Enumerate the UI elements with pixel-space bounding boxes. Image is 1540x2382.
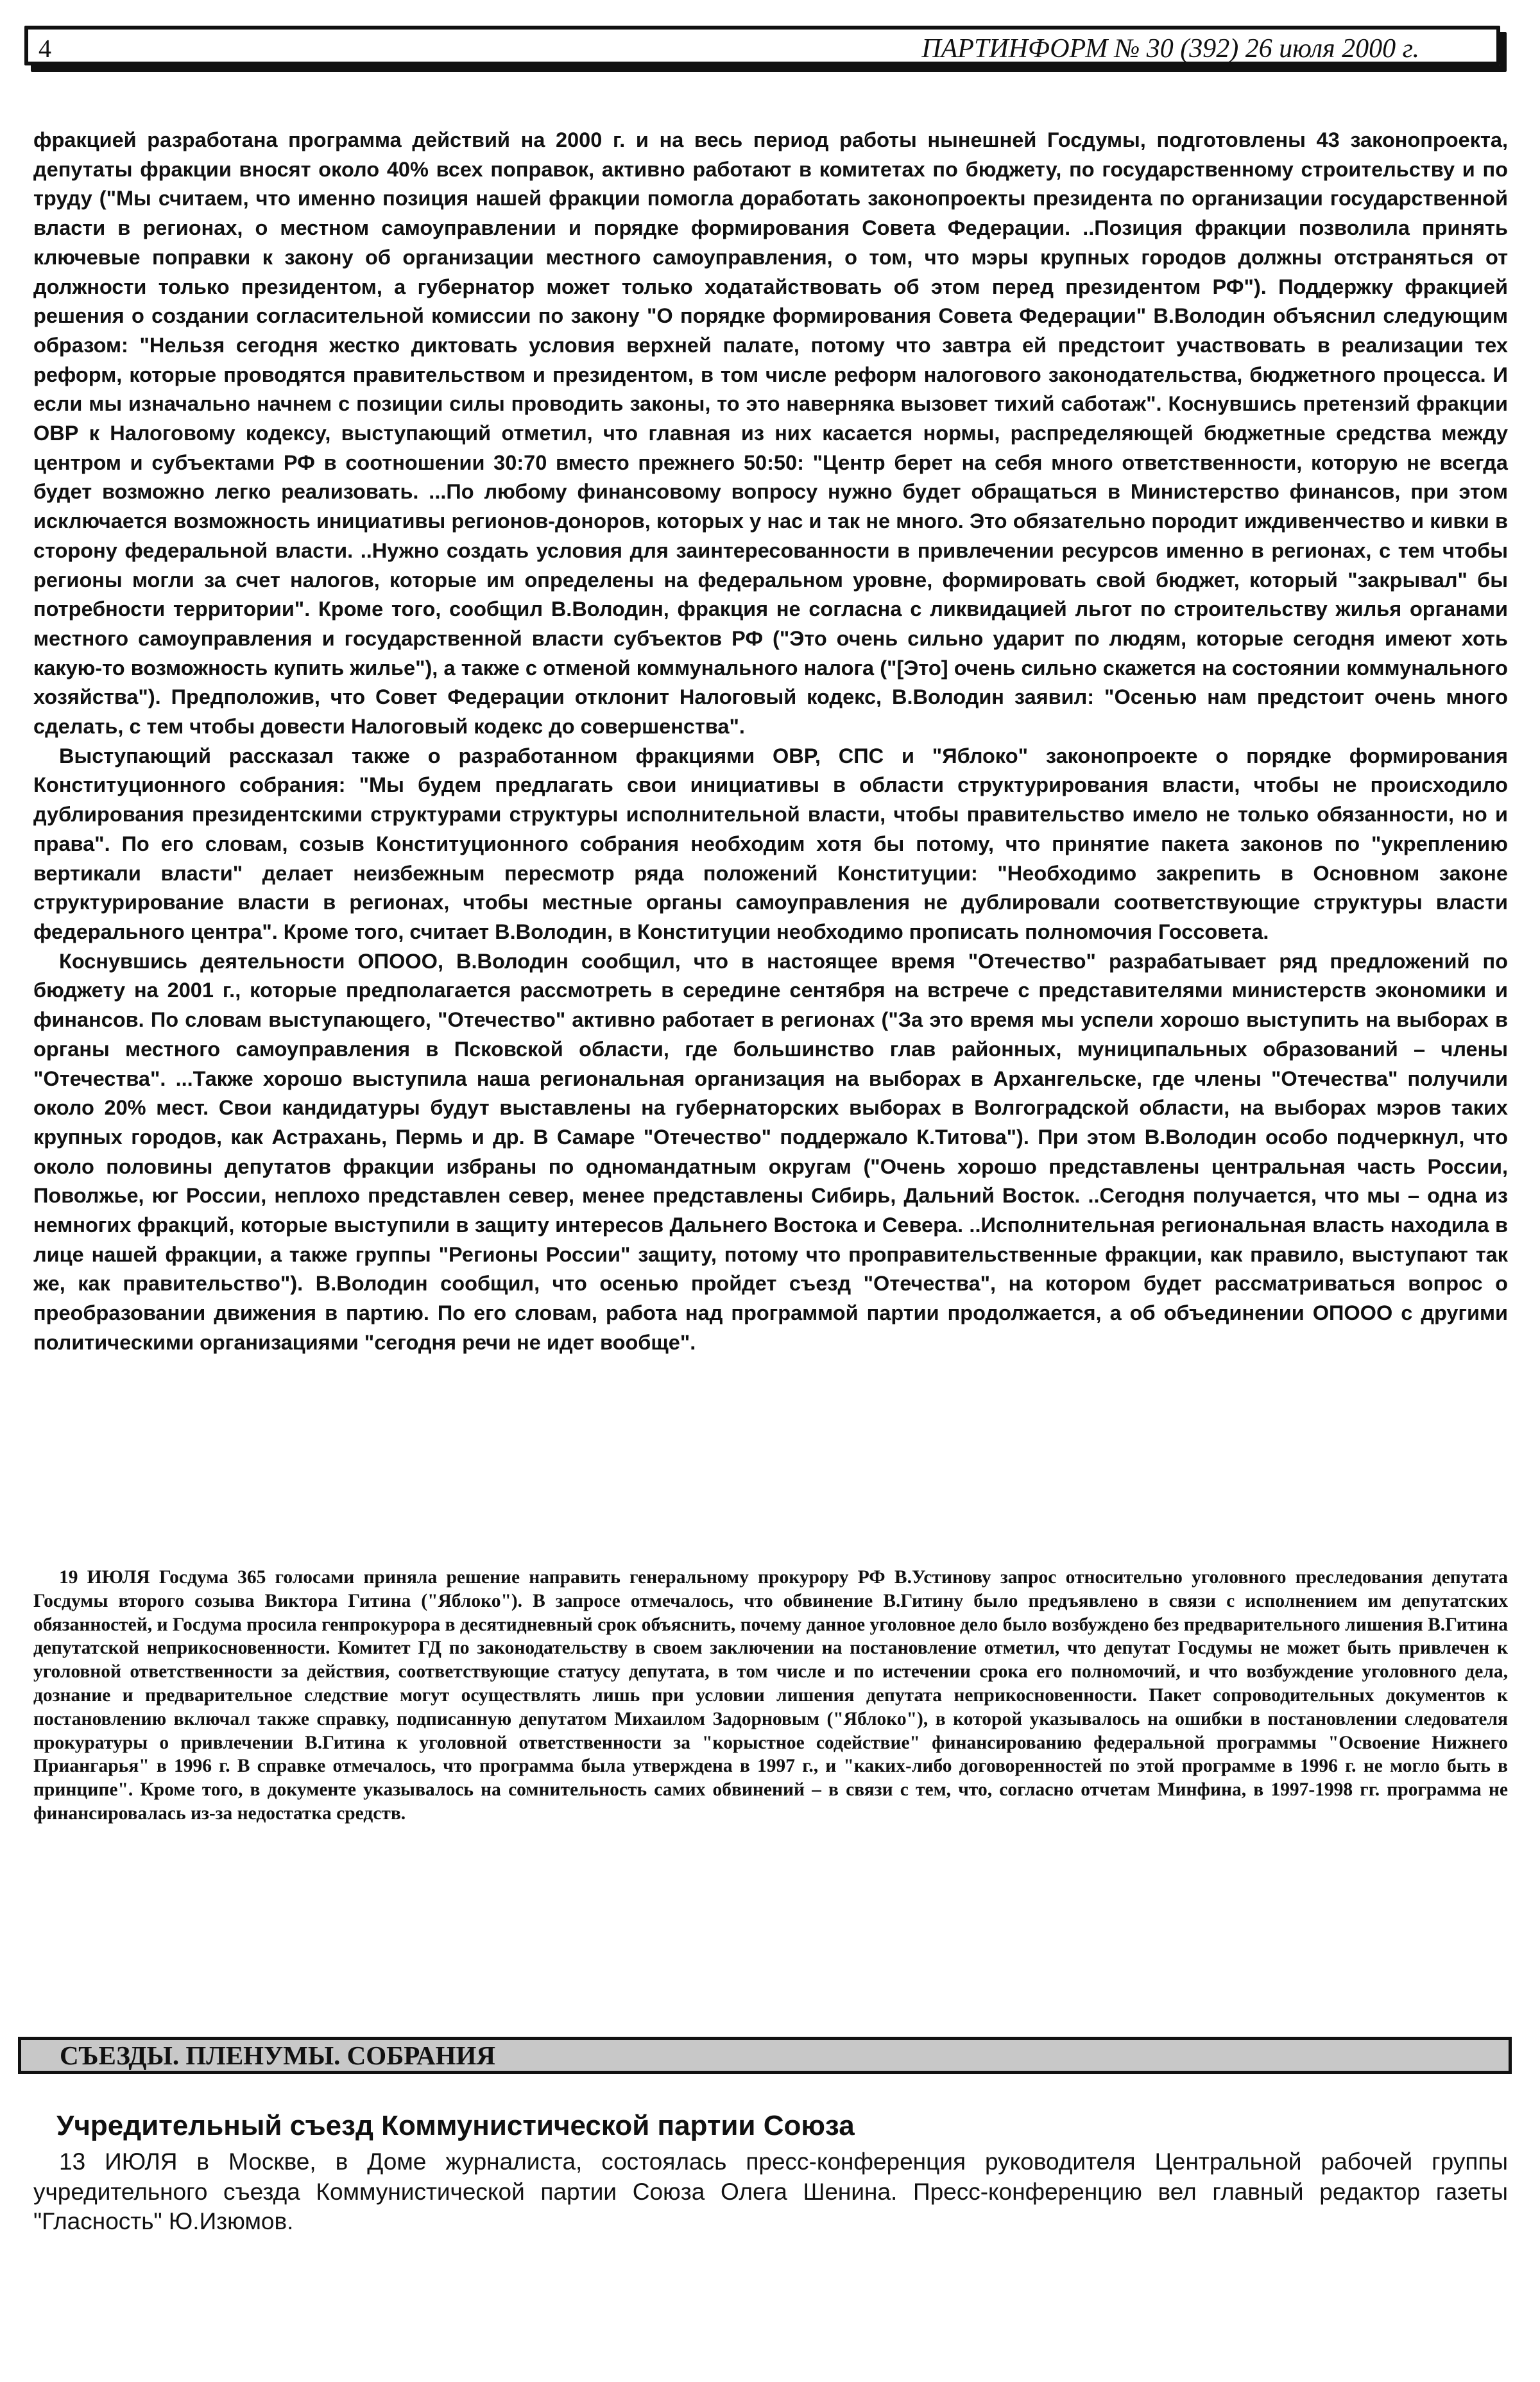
page-number: 4	[38, 34, 51, 63]
paragraph-1: фракцией разработана программа действий на 2000 г. и на весь период работы нынешней Госдумы, подготовлены 43 законопроекта, депутаты фракции вносят около 40% всех поправок, активно работают в комитетах по бюджету, по государственному строительству и по труду ("Мы считаем, что именно позиция нашей фракции помогла доработать законопроекты президента по организации государственной власти в регионах, о местном самоуправлении и порядке формирования Совета Федерации. ..Позиция фракции позволила принять ключевые поправки к закону об организации местного самоуправления, о том, что мэры крупных городов должны отстраняться от должности только президентом, а губернатор может только ходатайствовать об этом перед президентом РФ"). Поддержку фракцией решения о создании согласительной комиссии по закону "О порядке формирования Совета Федерации" В.Володин объяснил следующим образом: "Нельзя сегодня жестко диктовать условия верхней палате, потому что завтра ей предстоит участвовать в реализации тех реформ, которые проводятся правительством и президентом, в том числе реформ налогового законодательства, бюджетного процесса. И если мы изначально начнем с позиции силы проводить законы, то это наверняка вызовет тихий саботаж". Коснувшись претензий фракции ОВР к Налоговому кодексу, выступающий отметил, что главная из них касается нормы, распределяющей бюджетные средства между центром и субъектами РФ в соотношении 30:70 вместо прежнего 50:50: "Центр берет на себя много ответственности, которую не всегда будет возможно легко реализовать. ...По любому финансовому вопросу нужно будет обращаться в Министерство финансов, при этом исключается возможность инициативы регионов-доноров, которых у нас и так не много. Это обязательно породит иждивенчество и кивки в сторону федеральной власти. ..Нужно создать условия для заинтересованности в привлечении ресурсов именно в регионах, с тем чтобы регионы могли за счет налогов, которые им определены на федеральном уровне, формировать свой бюджет, который "закрывал" бы потребности территории". Кроме того, сообщил В.Володин, фракция не согласна с ликвидацией льгот по строительству жилья органами местного самоуправления и государственной власти субъектов РФ ("Это очень сильно ударит по людям, которые сегодня имеют хоть какую-то возможность купить жилье"), а также с отменой коммунального налога ("[Это] очень сильно скажется на состоянии коммунального хозяйства"). Предположив, что Совет Федерации отклонит Налоговый кодекс, В.Володин заявил: "Осенью нам предстоит очень много сделать, с тем чтобы довести Налоговый кодекс до совершенства".	[33, 128, 1508, 739]
section-heading: СЪЕЗДЫ. ПЛЕНУМЫ. СОБРАНИЯ	[18, 2037, 1512, 2074]
issue-title: ПАРТИНФОРМ № 30 (392) 26 июля 2000 г.	[921, 34, 1419, 64]
article-paragraph: 13 ИЮЛЯ в Москве, в Доме журналиста, состоялась пресс-конференция руководителя Центральной рабочей группы учредительного съезда Коммунистической партии Союза Олега Шенина. Пресс-конференцию вел главный редактор газеты "Гласность" Ю.Изюмов.	[33, 2148, 1508, 2234]
page-header	[24, 26, 1500, 65]
news-note	[33, 1566, 1508, 1826]
paragraph-3: Коснувшись деятельности ОПООО, В.Володин сообщил, что в настоящее время "Отечество" разрабатывает ряд предложений по бюджету на 2001 г., которые предполагается рассмотреть в середине сентября на встрече с представителями министерств экономики и финансов. По словам выступающего, "Отечество" активно работает в регионах ("За это время мы успели хорошо выступить на выборах в органы местного самоуправления в Псковской области, где большинство глав районных, муниципальных образований – члены "Отечества". ...Также хорошо выступила наша региональная организация на выборах в Архангельске, где члены "Отечества" получили около 20% мест. Свои кандидатуры будут выставлены на губернаторских выборах в Волгоградской области, на выборах мэров таких крупных городов, как Астрахань, Пермь и др. В Самаре "Отечество" поддержало К.Титова"). При этом В.Володин особо подчеркнул, что около половины депутатов фракции избраны по одномандатным округам ("Очень хорошо представлены центральная часть России, Поволжье, юг России, неплохо представлен север, менее представлены Сибирь, Дальний Восток. ..Сегодня получается, что мы – одна из немногих фракций, которые выступили в защиту интересов Дальнего Востока и Севера. ..Исполнительная региональная власть находила в лице нашей фракции, а также группы "Регионы России" защиту, потому что проправительственные фракции, как правило, выступают так же, как правительство"). В.Володин сообщил, что осенью пройдет съезд "Отечества", на котором будет рассматриваться вопрос о преобразовании движения в партию. По его словам, работа над программой партии продолжается, а об объединении ОПООО с другими политическими организациями "сегодня речи не идет вообще".	[33, 949, 1508, 1354]
article-body	[33, 2147, 1508, 2237]
note-paragraph: 19 ИЮЛЯ Госдума 365 голосами приняла решение направить генеральному прокурору РФ В.Устинову запрос относительно уголовного преследования депутата Госдумы второго созыва Виктора Гитина ("Яблоко"). В запросе отмечалось, что обвинение В.Гитину было предъявлено в связи с исполнением им депутатских обязанностей, и Госдума просила генпрокурора в десятидневный срок объяснить, почему данное уголовное дело было возбуждено без предварительного лишения В.Гитина депутатской неприкосновенности. Комитет ГД по законодательству в своем заключении на постановление отметил, что депутат Госдумы не может быть привлечен к уголовной ответственности за действия, соответствующие статусу депутата, в том числе и по истечении срока его полномочий, и что возбуждение уголовного дела, дознание и предварительное следствие могут осуществлять лишь при условии лишения депутата неприкосновенности. Пакет сопроводительных документов к постановлению включал также справку, подписанную депутатом Михаилом Задорновым ("Яблоко"), в которой указывалось на ошибки в постановлении следователя прокуратуры о привлечении В.Гитина к уголовной ответственности за "корыстное содействие" финансированию федеральной программы "Освоение Нижнего Приангарья" в 1996 г. В справке отмечалось, что программа была утверждена в 1997 г., и "каких-либо договоренностей по этой программе в 1996 г. не могло быть в принципе". Кроме того, в документе указывалось на сомнительность самих обвинений – в связи с тем, что, согласно отчетам Минфина, в 1997-1998 гг. программа не финансировалась из-за недостатка средств.	[33, 1567, 1508, 1824]
paragraph-2: Выступающий рассказал также о разработанном фракциями ОВР, СПС и "Яблоко" законопроекте о порядке формирования Конституционного собрания: "Мы будем предлагать свои инициативы в области структурирования власти, чтобы не происходило дублирования президентскими структурами структуры исполнительной власти, чтобы правительство имело не только обязанности, но и права". По его словам, созыв Конституционного собрания необходим хотя бы потому, что принятие пакета законов по "укреплению вертикали власти" делает неизбежным пересмотр ряда положений Конституции: "Необходимо закрепить в Основном законе структурирование власти в регионах, чтобы местные органы самоуправления не дублировали соответствующие структуры власти федерального центра". Кроме того, считает В.Володин, в Конституции необходимо прописать полномочия Госсовета.	[33, 744, 1508, 943]
article-title: Учредительный съезд Коммунистической партии Союза	[56, 2110, 855, 2141]
main-article-text	[33, 126, 1508, 1358]
